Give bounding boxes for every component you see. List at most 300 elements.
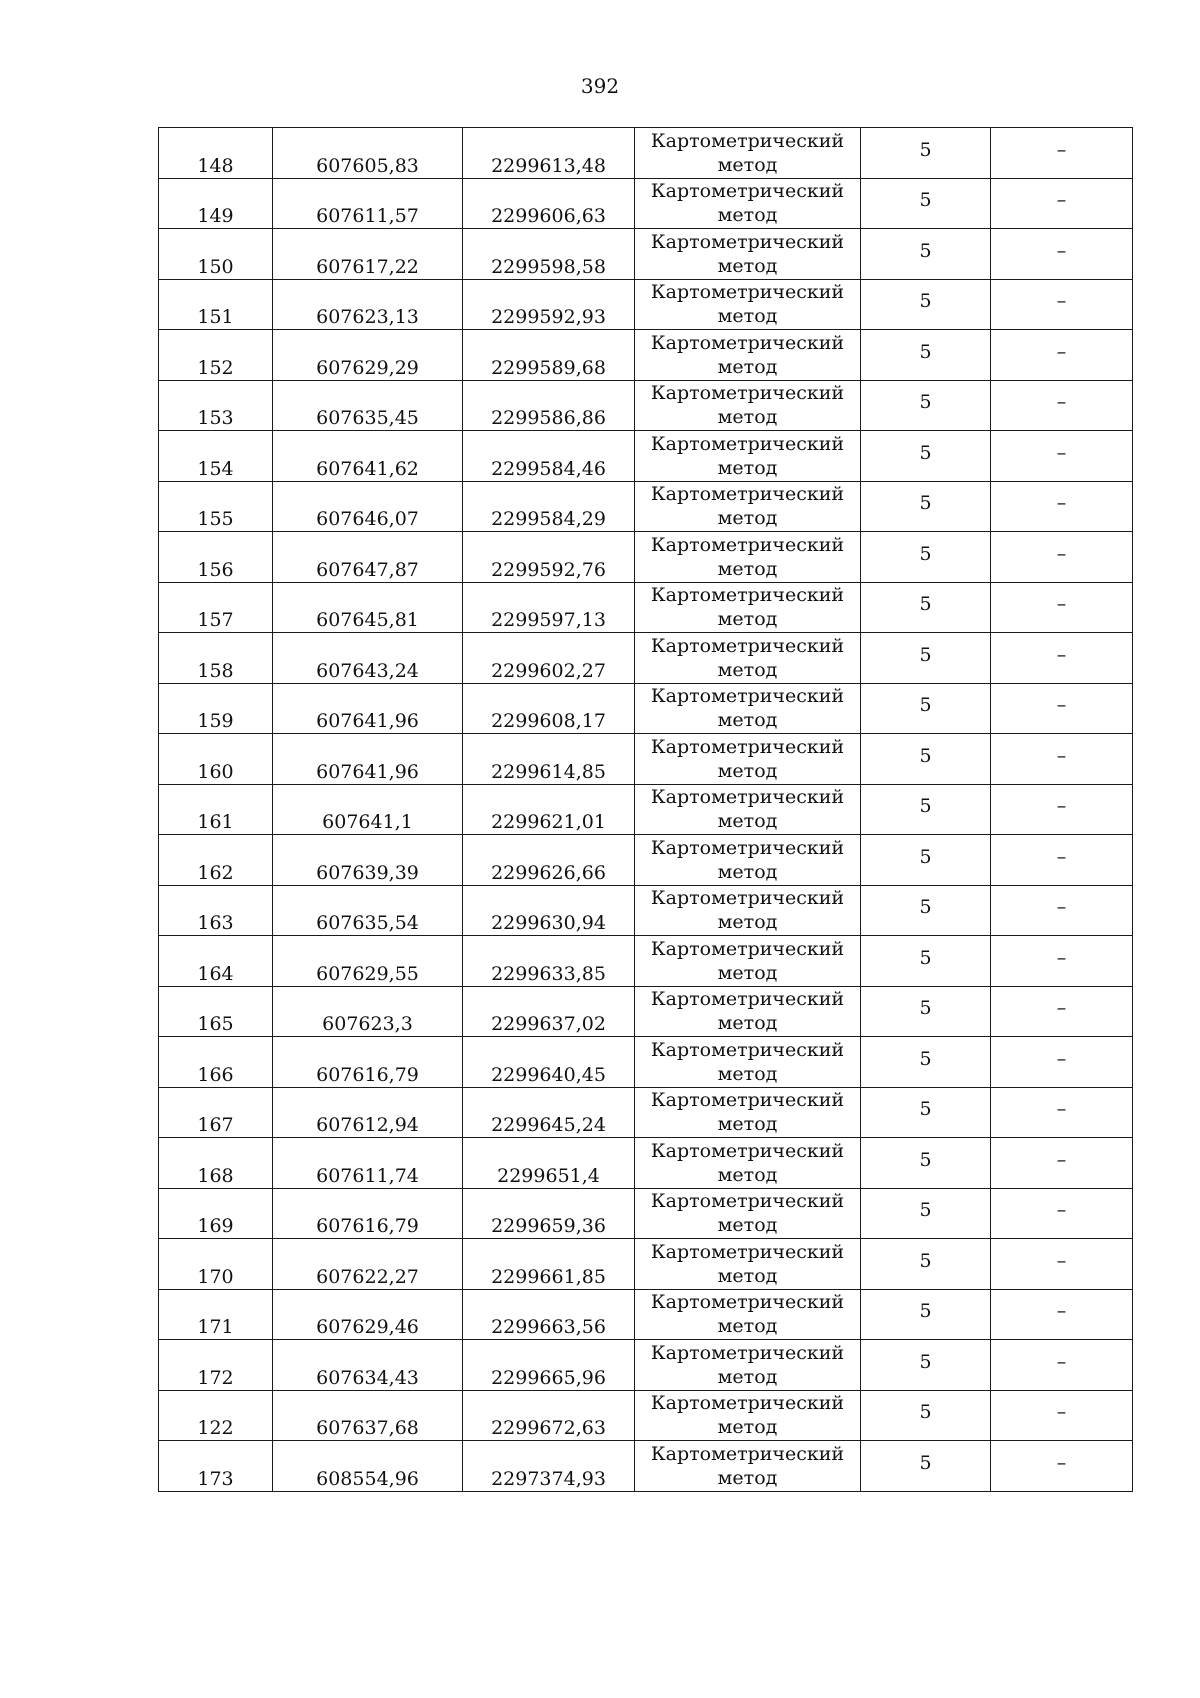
y-coordinate-cell-text: 2299598,58 — [491, 255, 606, 278]
method-cell — [635, 1188, 861, 1239]
y-coordinate-cell — [463, 1289, 635, 1340]
point-number-cell — [159, 279, 273, 330]
table-row — [159, 1087, 1133, 1138]
y-coordinate-cell-text: 2299661,85 — [491, 1265, 606, 1288]
note-cell-text: – — [1056, 1098, 1067, 1121]
y-coordinate-cell — [463, 532, 635, 583]
point-number-cell — [159, 1138, 273, 1189]
x-coordinate-cell-text: 607641,1 — [322, 811, 413, 833]
accuracy-cell — [861, 380, 991, 431]
point-number-cell-text: 156 — [197, 558, 234, 581]
accuracy-cell-text: 5 — [919, 1047, 932, 1070]
accuracy-cell — [861, 1138, 991, 1189]
method-cell — [635, 986, 861, 1037]
method-line-1: Картометрический — [650, 1392, 845, 1415]
method-line-2: метод — [717, 1264, 778, 1287]
accuracy-cell — [861, 1239, 991, 1290]
point-number-cell-text: 167 — [197, 1114, 234, 1136]
y-coordinate-cell — [463, 986, 635, 1037]
table-row — [159, 279, 1133, 330]
table-row — [159, 128, 1133, 179]
table-row — [159, 532, 1133, 583]
accuracy-cell — [861, 1289, 991, 1340]
accuracy-cell — [861, 1441, 991, 1492]
method-line-2: метод — [717, 507, 778, 530]
point-number-cell-text: 154 — [197, 457, 234, 480]
note-cell-text: – — [1056, 593, 1067, 616]
table-row — [159, 1037, 1133, 1088]
point-number-cell — [159, 532, 273, 583]
x-coordinate-cell-text: 607641,96 — [316, 710, 419, 732]
y-coordinate-cell — [463, 128, 635, 179]
point-number-cell — [159, 229, 273, 280]
method-line-2: метод — [717, 1365, 778, 1388]
y-coordinate-cell-text: 2299584,46 — [491, 457, 606, 480]
x-coordinate-cell — [273, 1340, 463, 1391]
method-line-1: Картометрический — [650, 786, 845, 809]
point-number-cell-text: 165 — [197, 1013, 234, 1035]
y-coordinate-cell — [463, 835, 635, 886]
x-coordinate-cell-text: 608554,96 — [316, 1467, 419, 1490]
method-line-1: Картометрический — [650, 1089, 845, 1112]
accuracy-cell — [861, 683, 991, 734]
method-cell — [635, 1037, 861, 1088]
method-cell — [635, 229, 861, 280]
accuracy-cell-text: 5 — [919, 593, 932, 616]
method-line-2: метод — [717, 658, 778, 681]
accuracy-cell-text: 5 — [919, 138, 932, 161]
method-line-1: Картометрический — [650, 988, 845, 1011]
method-line-1: Картометрический — [650, 1341, 845, 1364]
accuracy-cell-text: 5 — [919, 542, 932, 565]
point-number-cell-text: 159 — [197, 710, 234, 732]
x-coordinate-cell-text: 607634,43 — [316, 1366, 419, 1389]
method-cell — [635, 1340, 861, 1391]
x-coordinate-cell — [273, 633, 463, 684]
table-row — [159, 1138, 1133, 1189]
point-number-cell — [159, 1340, 273, 1391]
point-number-cell — [159, 1087, 273, 1138]
method-line-1: Картометрический — [650, 937, 845, 960]
accuracy-cell — [861, 532, 991, 583]
note-cell — [991, 229, 1133, 280]
y-coordinate-cell — [463, 1340, 635, 1391]
note-cell — [991, 936, 1133, 987]
x-coordinate-cell — [273, 734, 463, 785]
note-cell-text: – — [1056, 946, 1067, 969]
note-cell — [991, 128, 1133, 179]
x-coordinate-cell-text: 607635,54 — [316, 912, 419, 934]
point-number-cell — [159, 986, 273, 1037]
x-coordinate-cell — [273, 1441, 463, 1492]
x-coordinate-cell-text: 607629,29 — [316, 356, 419, 379]
table-row — [159, 1289, 1133, 1340]
note-cell-text: – — [1056, 1401, 1067, 1424]
y-coordinate-cell — [463, 279, 635, 330]
method-line-2: метод — [717, 355, 778, 378]
method-line-2: метод — [717, 961, 778, 984]
accuracy-cell-text: 5 — [919, 1249, 932, 1272]
point-number-cell — [159, 1037, 273, 1088]
note-cell — [991, 431, 1133, 482]
x-coordinate-cell-text: 607605,83 — [316, 154, 419, 177]
accuracy-cell-text: 5 — [919, 239, 932, 262]
accuracy-cell — [861, 936, 991, 987]
method-line-2: метод — [717, 557, 778, 580]
method-cell — [635, 582, 861, 633]
coordinates-table-body — [159, 128, 1133, 1492]
table-row — [159, 835, 1133, 886]
x-coordinate-cell-text: 607623,13 — [316, 306, 419, 328]
accuracy-cell-text: 5 — [919, 795, 932, 818]
x-coordinate-cell-text: 607612,94 — [316, 1114, 419, 1136]
method-line-2: метод — [717, 153, 778, 176]
accuracy-cell-text: 5 — [919, 946, 932, 969]
method-cell — [635, 1087, 861, 1138]
table-row — [159, 229, 1133, 280]
note-cell-text: – — [1056, 795, 1067, 818]
table-row — [159, 784, 1133, 835]
accuracy-cell-text: 5 — [919, 1148, 932, 1171]
x-coordinate-cell-text: 607611,74 — [316, 1164, 419, 1187]
point-number-cell-text: 168 — [197, 1164, 234, 1187]
y-coordinate-cell — [463, 229, 635, 280]
accuracy-cell-text: 5 — [919, 896, 932, 919]
point-number-cell — [159, 1289, 273, 1340]
accuracy-cell — [861, 1340, 991, 1391]
accuracy-cell-text: 5 — [919, 340, 932, 363]
note-cell — [991, 1441, 1133, 1492]
table-row — [159, 1390, 1133, 1441]
accuracy-cell-text: 5 — [919, 391, 932, 414]
x-coordinate-cell-text: 607646,07 — [316, 508, 419, 530]
note-cell-text: – — [1056, 694, 1067, 717]
accuracy-cell — [861, 178, 991, 229]
note-cell-text: – — [1056, 845, 1067, 868]
method-line-1: Картометрический — [650, 533, 845, 556]
x-coordinate-cell-text: 607645,81 — [316, 609, 419, 631]
note-cell-text: – — [1056, 542, 1067, 565]
point-number-cell-text: 170 — [197, 1265, 234, 1288]
y-coordinate-cell-text: 2297374,93 — [491, 1467, 606, 1490]
accuracy-cell-text: 5 — [919, 441, 932, 464]
y-coordinate-cell-text: 2299586,86 — [491, 407, 606, 429]
point-number-cell-text: 151 — [197, 306, 234, 328]
method-cell — [635, 885, 861, 936]
y-coordinate-cell-text: 2299640,45 — [491, 1063, 606, 1086]
x-coordinate-cell — [273, 178, 463, 229]
table-row — [159, 683, 1133, 734]
y-coordinate-cell-text: 2299637,02 — [491, 1013, 606, 1035]
note-cell-text: – — [1056, 1199, 1067, 1222]
point-number-cell — [159, 128, 273, 179]
note-cell — [991, 784, 1133, 835]
page-number: 392 — [580, 74, 620, 98]
y-coordinate-cell — [463, 683, 635, 734]
point-number-cell — [159, 885, 273, 936]
table-row — [159, 734, 1133, 785]
method-line-2: метод — [717, 1416, 778, 1439]
note-cell — [991, 1289, 1133, 1340]
y-coordinate-cell-text: 2299606,63 — [491, 205, 606, 227]
accuracy-cell-text: 5 — [919, 290, 932, 313]
x-coordinate-cell-text: 607611,57 — [316, 205, 419, 227]
method-cell — [635, 178, 861, 229]
method-cell — [635, 279, 861, 330]
x-coordinate-cell-text: 607635,45 — [316, 407, 419, 429]
x-coordinate-cell-text: 607617,22 — [316, 255, 419, 278]
accuracy-cell — [861, 279, 991, 330]
y-coordinate-cell — [463, 431, 635, 482]
method-line-1: Картометрический — [650, 634, 845, 657]
x-coordinate-cell — [273, 1188, 463, 1239]
note-cell-text: – — [1056, 1300, 1067, 1323]
note-cell-text: – — [1056, 492, 1067, 515]
table-row — [159, 380, 1133, 431]
y-coordinate-cell — [463, 1239, 635, 1290]
y-coordinate-cell — [463, 885, 635, 936]
point-number-cell — [159, 178, 273, 229]
point-number-cell — [159, 582, 273, 633]
y-coordinate-cell — [463, 1138, 635, 1189]
accuracy-cell-text: 5 — [919, 1451, 932, 1474]
x-coordinate-cell-text: 607643,24 — [316, 659, 419, 682]
method-cell — [635, 784, 861, 835]
x-coordinate-cell — [273, 431, 463, 482]
method-cell — [635, 1289, 861, 1340]
table-row — [159, 1441, 1133, 1492]
table-row — [159, 936, 1133, 987]
point-number-cell-text: 152 — [197, 356, 234, 379]
note-cell-text: – — [1056, 744, 1067, 767]
y-coordinate-cell-text: 2299665,96 — [491, 1366, 606, 1389]
method-line-2: метод — [717, 1214, 778, 1237]
y-coordinate-cell-text: 2299608,17 — [491, 710, 606, 732]
accuracy-cell-text: 5 — [919, 643, 932, 666]
note-cell — [991, 633, 1133, 684]
method-line-1: Картометрический — [650, 1442, 845, 1465]
x-coordinate-cell — [273, 784, 463, 835]
y-coordinate-cell-text: 2299651,4 — [497, 1164, 600, 1187]
note-cell-text: – — [1056, 391, 1067, 414]
accuracy-cell — [861, 431, 991, 482]
x-coordinate-cell — [273, 1037, 463, 1088]
accuracy-cell-text: 5 — [919, 744, 932, 767]
method-line-1: Картометрический — [650, 281, 845, 304]
accuracy-cell-text: 5 — [919, 189, 932, 212]
table-row — [159, 1239, 1133, 1290]
table-row — [159, 330, 1133, 381]
point-number-cell-text: 163 — [197, 912, 234, 934]
y-coordinate-cell-text: 2299614,85 — [491, 760, 606, 783]
method-cell — [635, 1441, 861, 1492]
point-number-cell — [159, 431, 273, 482]
x-coordinate-cell-text: 607622,27 — [316, 1265, 419, 1288]
x-coordinate-cell — [273, 986, 463, 1037]
point-number-cell-text: 169 — [197, 1215, 234, 1237]
accuracy-cell-text: 5 — [919, 694, 932, 717]
note-cell-text: – — [1056, 1047, 1067, 1070]
x-coordinate-cell — [273, 885, 463, 936]
note-cell — [991, 380, 1133, 431]
x-coordinate-cell — [273, 683, 463, 734]
method-line-2: метод — [717, 456, 778, 479]
y-coordinate-cell-text: 2299645,24 — [491, 1114, 606, 1136]
y-coordinate-cell-text: 2299633,85 — [491, 962, 606, 985]
y-coordinate-cell-text: 2299626,66 — [491, 861, 606, 884]
method-line-2: метод — [717, 406, 778, 429]
point-number-cell — [159, 936, 273, 987]
x-coordinate-cell — [273, 582, 463, 633]
x-coordinate-cell-text: 607637,68 — [316, 1417, 419, 1439]
y-coordinate-cell-text: 2299602,27 — [491, 659, 606, 682]
note-cell — [991, 1340, 1133, 1391]
point-number-cell-text: 153 — [197, 407, 234, 429]
method-line-2: метод — [717, 608, 778, 631]
note-cell-text: – — [1056, 290, 1067, 313]
note-cell — [991, 1087, 1133, 1138]
method-line-1: Картометрический — [650, 887, 845, 910]
method-cell — [635, 1138, 861, 1189]
x-coordinate-cell — [273, 835, 463, 886]
point-number-cell-text: 161 — [197, 811, 234, 833]
y-coordinate-cell — [463, 1087, 635, 1138]
point-number-cell-text: 149 — [197, 205, 234, 227]
accuracy-cell-text: 5 — [919, 1199, 932, 1222]
point-number-cell-text: 148 — [197, 154, 234, 177]
x-coordinate-cell-text: 607616,79 — [316, 1063, 419, 1086]
accuracy-cell — [861, 330, 991, 381]
note-cell — [991, 532, 1133, 583]
accuracy-cell — [861, 835, 991, 886]
method-line-1: Картометрический — [650, 230, 845, 253]
method-cell — [635, 1239, 861, 1290]
accuracy-cell — [861, 784, 991, 835]
point-number-cell — [159, 330, 273, 381]
x-coordinate-cell-text: 607641,96 — [316, 760, 419, 783]
note-cell — [991, 986, 1133, 1037]
x-coordinate-cell — [273, 532, 463, 583]
y-coordinate-cell — [463, 633, 635, 684]
y-coordinate-cell — [463, 1390, 635, 1441]
table-row — [159, 582, 1133, 633]
method-line-1: Картометрический — [650, 180, 845, 203]
y-coordinate-cell-text: 2299592,93 — [491, 306, 606, 328]
method-cell — [635, 532, 861, 583]
accuracy-cell-text: 5 — [919, 1300, 932, 1323]
table-row — [159, 178, 1133, 229]
point-number-cell — [159, 380, 273, 431]
method-line-1: Картометрический — [650, 735, 845, 758]
x-coordinate-cell-text: 607629,46 — [316, 1316, 419, 1338]
note-cell — [991, 734, 1133, 785]
note-cell — [991, 178, 1133, 229]
note-cell — [991, 1239, 1133, 1290]
method-line-1: Картометрический — [650, 685, 845, 708]
y-coordinate-cell — [463, 481, 635, 532]
x-coordinate-cell-text: 607623,3 — [322, 1013, 413, 1035]
x-coordinate-cell — [273, 1239, 463, 1290]
accuracy-cell-text: 5 — [919, 1350, 932, 1373]
note-cell-text: – — [1056, 1451, 1067, 1474]
table-row — [159, 1188, 1133, 1239]
x-coordinate-cell — [273, 1087, 463, 1138]
accuracy-cell — [861, 1087, 991, 1138]
point-number-cell-text: 164 — [197, 962, 234, 985]
method-line-1: Картометрический — [650, 1038, 845, 1061]
method-line-2: метод — [717, 810, 778, 833]
x-coordinate-cell — [273, 936, 463, 987]
method-line-1: Картометрический — [650, 1190, 845, 1213]
point-number-cell — [159, 481, 273, 532]
point-number-cell-text: 160 — [197, 760, 234, 783]
note-cell-text: – — [1056, 340, 1067, 363]
accuracy-cell-text: 5 — [919, 1401, 932, 1424]
method-cell — [635, 734, 861, 785]
accuracy-cell-text: 5 — [919, 997, 932, 1020]
method-line-2: метод — [717, 1466, 778, 1489]
x-coordinate-cell-text: 607639,39 — [316, 861, 419, 884]
method-cell — [635, 481, 861, 532]
method-cell — [635, 1390, 861, 1441]
accuracy-cell — [861, 1037, 991, 1088]
method-cell — [635, 128, 861, 179]
point-number-cell — [159, 683, 273, 734]
x-coordinate-cell — [273, 1138, 463, 1189]
method-line-1: Картометрический — [650, 483, 845, 506]
method-line-1: Картометрический — [650, 584, 845, 607]
method-line-2: метод — [717, 254, 778, 277]
x-coordinate-cell — [273, 229, 463, 280]
y-coordinate-cell — [463, 784, 635, 835]
accuracy-cell-text: 5 — [919, 1098, 932, 1121]
method-line-2: метод — [717, 1315, 778, 1338]
x-coordinate-cell — [273, 481, 463, 532]
note-cell — [991, 1037, 1133, 1088]
table-row — [159, 1340, 1133, 1391]
x-coordinate-cell-text: 607641,62 — [316, 457, 419, 480]
note-cell-text: – — [1056, 138, 1067, 161]
x-coordinate-cell — [273, 380, 463, 431]
point-number-cell — [159, 1188, 273, 1239]
y-coordinate-cell-text: 2299613,48 — [491, 154, 606, 177]
point-number-cell-text: 171 — [197, 1316, 234, 1338]
method-cell — [635, 431, 861, 482]
method-cell — [635, 835, 861, 886]
method-line-2: метод — [717, 759, 778, 782]
y-coordinate-cell — [463, 330, 635, 381]
accuracy-cell — [861, 885, 991, 936]
method-line-1: Картометрический — [650, 1240, 845, 1263]
point-number-cell-text: 157 — [197, 609, 234, 631]
note-cell — [991, 683, 1133, 734]
accuracy-cell — [861, 481, 991, 532]
point-number-cell — [159, 734, 273, 785]
point-number-cell-text: 172 — [197, 1366, 234, 1389]
point-number-cell-text: 166 — [197, 1063, 234, 1086]
y-coordinate-cell-text: 2299663,56 — [491, 1316, 606, 1338]
method-line-1: Картометрический — [650, 1291, 845, 1314]
x-coordinate-cell — [273, 1390, 463, 1441]
note-cell — [991, 1390, 1133, 1441]
table-row — [159, 633, 1133, 684]
y-coordinate-cell — [463, 380, 635, 431]
table-row — [159, 885, 1133, 936]
point-number-cell-text: 122 — [197, 1417, 234, 1439]
accuracy-cell — [861, 633, 991, 684]
y-coordinate-cell — [463, 936, 635, 987]
point-number-cell-text: 155 — [197, 508, 234, 530]
